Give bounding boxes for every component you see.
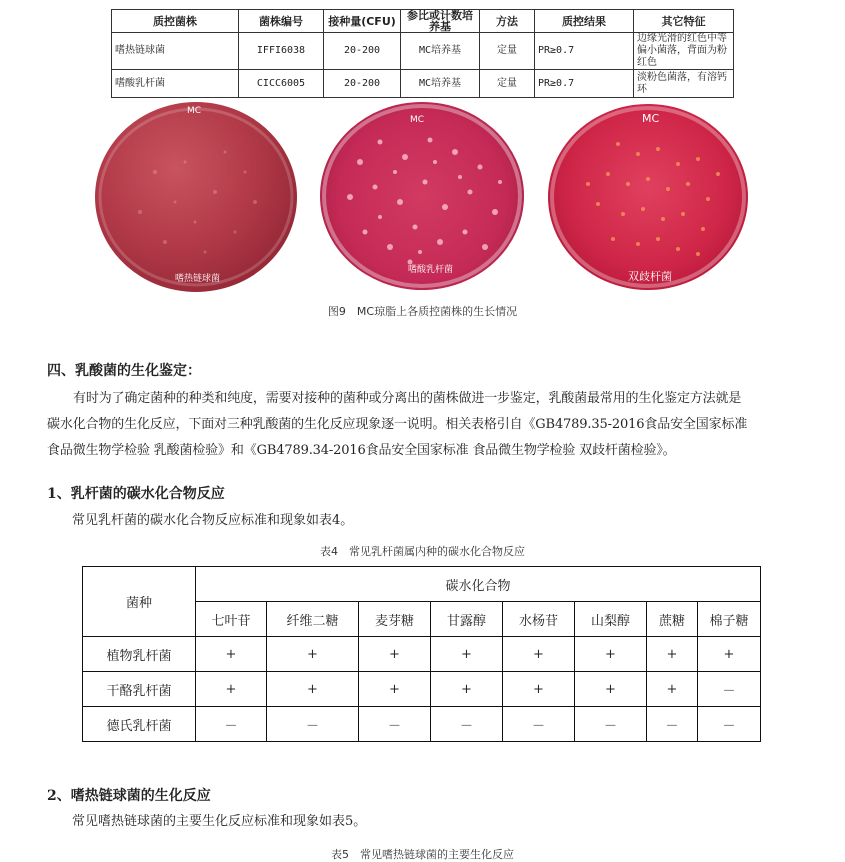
reaction-cell: + bbox=[431, 672, 503, 707]
reaction-cell: + bbox=[503, 672, 575, 707]
column-header-cell: 纤维二糖 bbox=[267, 602, 359, 637]
paragraph-line: 食品微生物学检验 乳酸菌检验》和《GB4789.34-2016食品安全国家标准 食品微生物学检验 双歧杆菌检验》。 bbox=[47, 443, 676, 458]
carbohydrate-reaction-table bbox=[82, 566, 761, 742]
table-cell: 20-200 bbox=[324, 70, 401, 98]
reaction-cell: － bbox=[647, 707, 698, 742]
subsection-paragraph: 常见嗜热链球菌的主要生化反应标准和现象如表5。 bbox=[72, 814, 367, 829]
reaction-cell: － bbox=[575, 707, 647, 742]
paragraph-line: 有时为了确定菌种的种类和纯度，需要对接种的菌种或分离出的菌株做进一步鉴定，乳酸菌最常用的生化鉴定方法就是 bbox=[73, 391, 742, 406]
reaction-cell: + bbox=[267, 672, 359, 707]
table-cell: PR≥0.7 bbox=[535, 70, 634, 98]
reaction-cell: + bbox=[196, 637, 267, 672]
table-cell: MC培养基 bbox=[401, 70, 480, 98]
reaction-cell: + bbox=[267, 637, 359, 672]
table-caption: 表4 常见乳杆菌属内种的碳水化合物反应 bbox=[320, 545, 525, 558]
dish-bottom-label: 嗜酸乳杆菌 bbox=[408, 265, 454, 275]
header-cell: 接种量(CFU) bbox=[324, 10, 401, 33]
qc-strain-table bbox=[111, 9, 734, 98]
group-header-cell: 碳水化合物 bbox=[196, 567, 761, 602]
petri-dish-streptococcus bbox=[95, 102, 297, 292]
row-header-cell: 菌种 bbox=[83, 567, 196, 637]
table-cell: 边缘光滑的红色中等偏小菌落，背面为粉红色 bbox=[634, 33, 734, 70]
dish-top-label: MC bbox=[642, 112, 660, 125]
reaction-cell: + bbox=[647, 637, 698, 672]
reaction-cell: + bbox=[503, 637, 575, 672]
reaction-cell: － bbox=[698, 672, 761, 707]
reaction-cell: － bbox=[431, 707, 503, 742]
subsection-title: 2、嗜热链球菌的生化反应 bbox=[47, 788, 211, 804]
reaction-cell: + bbox=[575, 637, 647, 672]
reaction-cell: － bbox=[698, 707, 761, 742]
column-header-cell: 麦芽糖 bbox=[359, 602, 431, 637]
reaction-cell: － bbox=[359, 707, 431, 742]
table-cell: 嗜热链球菌 bbox=[112, 33, 239, 70]
species-cell: 德氏乳杆菌 bbox=[83, 707, 196, 742]
header-cell: 质控结果 bbox=[535, 10, 634, 33]
table-cell: PR≥0.7 bbox=[535, 33, 634, 70]
table-cell: MC培养基 bbox=[401, 33, 480, 70]
column-header-cell: 甘露醇 bbox=[431, 602, 503, 637]
table-cell: 嗜酸乳杆菌 bbox=[112, 70, 239, 98]
section-title: 四、乳酸菌的生化鉴定： bbox=[47, 363, 201, 379]
table-row bbox=[83, 637, 761, 672]
reaction-cell: － bbox=[196, 707, 267, 742]
subsection-paragraph: 常见乳杆菌的碳水化合物反应标准和现象如表4。 bbox=[72, 513, 354, 528]
colony-texture bbox=[548, 104, 748, 290]
reaction-cell: + bbox=[647, 672, 698, 707]
reaction-cell: － bbox=[267, 707, 359, 742]
table-cell: 定量 bbox=[480, 70, 535, 98]
table-header-row bbox=[112, 10, 734, 33]
colony-texture bbox=[95, 102, 297, 292]
section-paragraph bbox=[47, 386, 807, 464]
table-row bbox=[83, 672, 761, 707]
column-header-cell: 水杨苷 bbox=[503, 602, 575, 637]
reaction-cell: + bbox=[196, 672, 267, 707]
column-header-cell: 棉子糖 bbox=[698, 602, 761, 637]
table-caption: 表5 常见嗜热链球菌的主要生化反应 bbox=[331, 848, 514, 861]
header-cell: 其它特征 bbox=[634, 10, 734, 33]
reaction-cell: + bbox=[359, 637, 431, 672]
dish-top-label: MC bbox=[187, 106, 202, 116]
table-cell: IFFI6038 bbox=[239, 33, 324, 70]
reaction-cell: + bbox=[359, 672, 431, 707]
dish-bottom-label: 双歧杆菌 bbox=[628, 270, 672, 283]
figure-caption: 图9 MC琼脂上各质控菌株的生长情况 bbox=[327, 305, 518, 318]
petri-dish-lactobacillus bbox=[320, 102, 524, 290]
header-cell: 参比或计数培养基 bbox=[401, 10, 480, 33]
table-cell: 定量 bbox=[480, 33, 535, 70]
header-cell: 菌株编号 bbox=[239, 10, 324, 33]
column-header-cell: 七叶苷 bbox=[196, 602, 267, 637]
column-header-cell: 山梨醇 bbox=[575, 602, 647, 637]
dish-top-label: MC bbox=[410, 115, 425, 125]
petri-dish-bifidobacterium bbox=[548, 104, 748, 290]
column-header-cell: 蔗糖 bbox=[647, 602, 698, 637]
table-cell: 20-200 bbox=[324, 33, 401, 70]
table-cell: 淡粉色菌落，有溶钙环 bbox=[634, 70, 734, 98]
table-header-row bbox=[83, 567, 761, 602]
species-cell: 植物乳杆菌 bbox=[83, 637, 196, 672]
table-row bbox=[112, 70, 734, 98]
reaction-cell: + bbox=[698, 637, 761, 672]
reaction-cell: － bbox=[503, 707, 575, 742]
header-cell: 质控菌株 bbox=[112, 10, 239, 33]
table-row bbox=[83, 707, 761, 742]
table-row bbox=[112, 33, 734, 70]
reaction-cell: + bbox=[431, 637, 503, 672]
table-cell: CICC6005 bbox=[239, 70, 324, 98]
subsection-title: 1、乳杆菌的碳水化合物反应 bbox=[47, 486, 225, 502]
paragraph-line: 碳水化合物的生化反应，下面对三种乳酸菌的生化反应现象逐一说明。相关表格引自《GB4789.35-2016食品安全国家标准 bbox=[47, 417, 748, 432]
species-cell: 干酪乳杆菌 bbox=[83, 672, 196, 707]
dish-bottom-label: 嗜热链球菌 bbox=[175, 274, 221, 284]
reaction-cell: + bbox=[575, 672, 647, 707]
header-cell: 方法 bbox=[480, 10, 535, 33]
